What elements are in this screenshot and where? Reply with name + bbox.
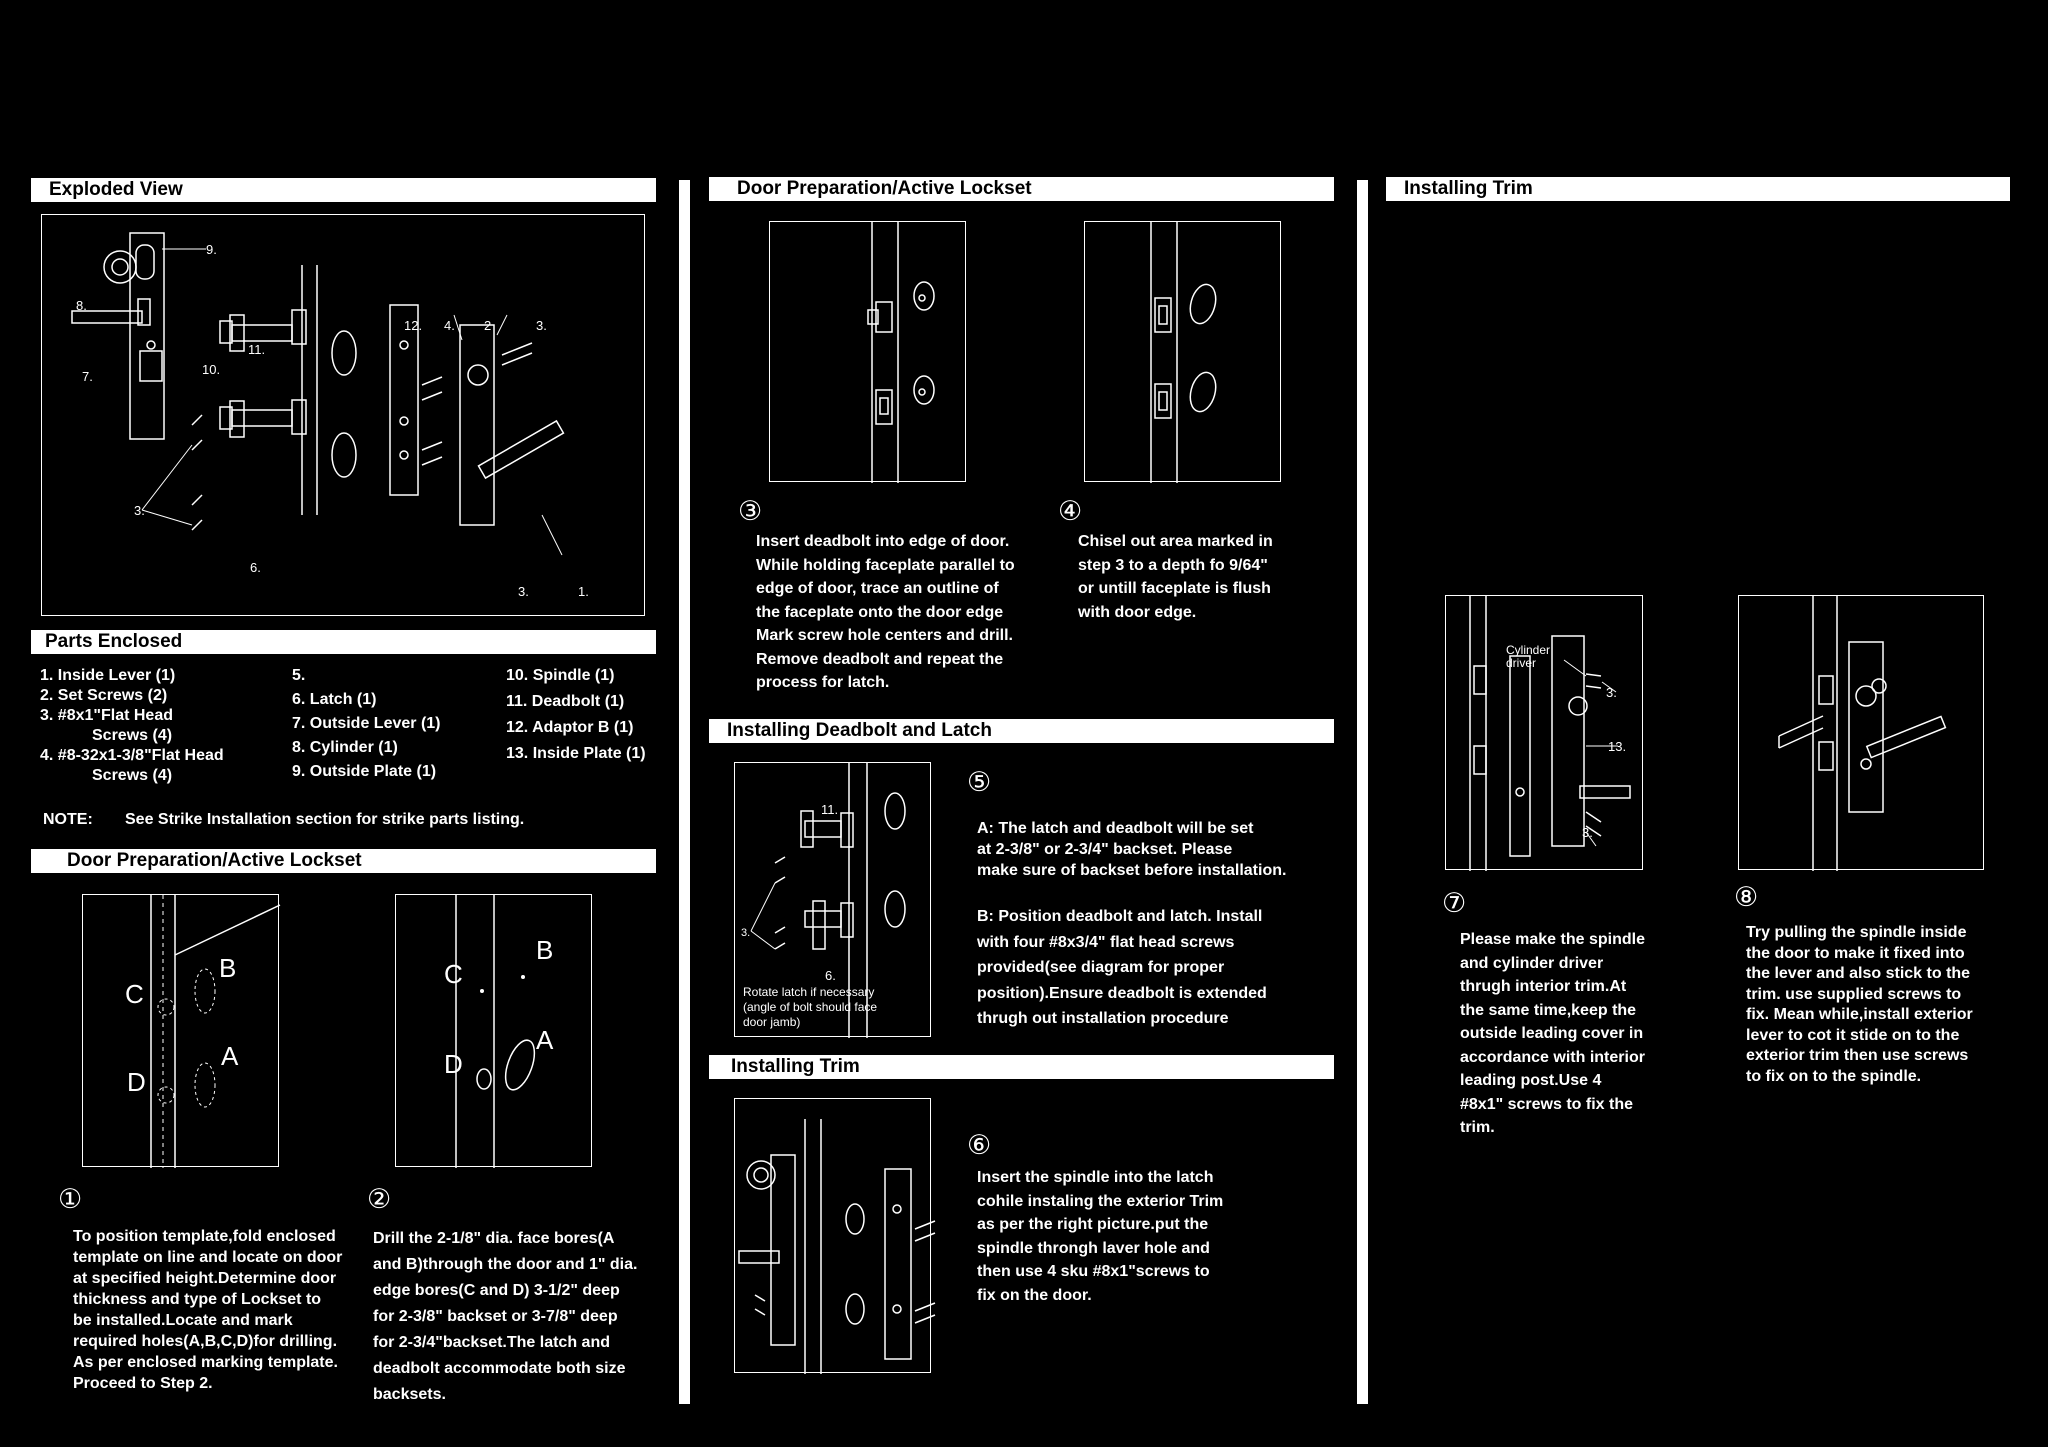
step-4-number: ④ xyxy=(1058,496,1083,526)
bore-label-c: C xyxy=(125,979,144,1009)
step-6-drawing xyxy=(735,1099,932,1374)
header-installing-trim-1: Installing Trim xyxy=(709,1055,1334,1079)
part-item: 8. Cylinder (1) xyxy=(292,739,398,756)
bore-label-a: A xyxy=(536,1025,554,1055)
step-6-number: ⑥ xyxy=(967,1130,992,1160)
part-item: 10. Spindle (1) xyxy=(506,667,615,684)
part-item: 1. Inside Lever (1) xyxy=(40,667,176,684)
step-5-number: ⑤ xyxy=(967,767,992,797)
step-2-figure xyxy=(395,894,592,1167)
part-item: 3. #8x1"Flat Head xyxy=(40,707,173,724)
part-item: 6. Latch (1) xyxy=(292,691,377,708)
step-6-figure xyxy=(734,1098,931,1373)
step-2-text: Drill the 2-1/8" dia. face bores(A and B)through the door and 1" dia. edge bores(C and D) 3-1/2" deep for 2-3/8" backset or 3-7/8" deep for 2-3/4"backset.The latch and deadbolt accommodate both size backsets. xyxy=(373,1230,638,1403)
header-door-prep-1: Door Preparation/Active Lockset xyxy=(31,849,656,873)
label-part-1: 1. xyxy=(578,584,589,599)
label-part-8: 8. xyxy=(76,298,87,313)
step-4-drawing xyxy=(1085,222,1282,483)
step-1-drawing xyxy=(83,895,280,1168)
fig7-label-3-bottom: 3. xyxy=(1582,825,1593,840)
label-part-9: 9. xyxy=(206,242,217,257)
step-4-text: Chisel out area marked in step 3 to a depth fo 9/64" or untill faceplate is flush with door edge. xyxy=(1078,533,1273,621)
step-8-number: ⑧ xyxy=(1734,882,1759,912)
step-8-text: Try pulling the spindle inside the door to make it fixed into the lever and also stick to the trim. use supplied screws to fix. Mean while,install exterior lever to cot it stide on to the exterior trim then use screws to fix on to the spindle. xyxy=(1746,924,1973,1085)
label-part-2: 2 xyxy=(484,318,492,333)
part-item: 7. Outside Lever (1) xyxy=(292,715,441,732)
step-2-number: ② xyxy=(367,1184,392,1214)
step-7-drawing xyxy=(1446,596,1644,871)
bore-label-d: D xyxy=(444,1049,463,1079)
parts-list-col-2 xyxy=(292,664,441,784)
label-part-10: 10. xyxy=(202,362,221,377)
step-7-figure xyxy=(1445,595,1643,870)
header-exploded-view: Exploded View xyxy=(31,178,656,202)
header-installing-deadbolt: Installing Deadbolt and Latch xyxy=(709,719,1334,743)
part-item: Screws (4) xyxy=(92,727,173,744)
bore-label-d: D xyxy=(127,1067,146,1097)
label-part-3-right: 3. xyxy=(536,318,547,333)
header-installing-trim-2: Installing Trim xyxy=(1386,177,2010,201)
note-text: See Strike Installation section for strike parts listing. xyxy=(125,811,525,828)
step-1-number: ① xyxy=(58,1184,83,1214)
exploded-view-figure xyxy=(41,214,645,616)
exploded-view-drawing xyxy=(42,215,646,617)
fig7-label-13: 13. xyxy=(1608,739,1627,754)
step-1-figure xyxy=(82,894,279,1167)
part-item: 11. Deadbolt (1) xyxy=(506,693,625,710)
part-item: 12. Adaptor B (1) xyxy=(506,719,634,736)
step-3-drawing xyxy=(770,222,967,483)
step-3-figure xyxy=(769,221,966,482)
part-item: 5. xyxy=(292,667,306,684)
step-5-figure xyxy=(734,762,931,1037)
parts-list-col-1 xyxy=(40,664,224,788)
label-part-3-left: 3. xyxy=(134,503,145,518)
fig7-cylinder-driver-label: Cylinder driver xyxy=(1506,643,1551,670)
column-divider-1 xyxy=(679,180,690,1404)
part-item: 13. Inside Plate (1) xyxy=(506,745,646,762)
step-7-number: ⑦ xyxy=(1442,888,1467,918)
step-6-text: Insert the spindle into the latch cohile instaling the exterior Trim as per the right picture.put the spindle throngh laver hole and then use 4 sku #8x1"screws to fix on the door. xyxy=(977,1169,1224,1304)
fig5-label-6: 6. xyxy=(825,968,836,983)
part-item: 4. #8-32x1-3/8"Flat Head xyxy=(40,747,224,764)
fig5-rotate-note: Rotate latch if necessary (angle of bolt should face door jamb) xyxy=(743,985,878,1029)
fig7-label-3-top: 3. xyxy=(1606,685,1617,700)
parts-list-col-3 xyxy=(506,664,646,766)
step-4-figure xyxy=(1084,221,1281,482)
header-door-prep-2: Door Preparation/Active Lockset xyxy=(709,177,1334,201)
step-7-text: Please make the spindle and cylinder driver thrugh interior trim.At the same time,keep the outside leading cover in accordance with interior leading post.Use 4 #8x1" screws to fix the trim. xyxy=(1460,931,1645,1136)
column-divider-2 xyxy=(1357,180,1368,1404)
bore-label-a: A xyxy=(221,1041,239,1071)
label-part-6: 6. xyxy=(250,560,261,575)
bore-label-b: B xyxy=(219,953,237,983)
step-1-text: To position template,fold enclosed template on line and locate on door at specified height.Determine door thickness and type of Lockset to be installed.Locate and mark required holes(A,B,C,D)for drilling. As per enclosed marking template. Proceed to Step 2. xyxy=(73,1228,343,1392)
bore-label-c: C xyxy=(444,959,463,989)
step-8-figure xyxy=(1738,595,1984,870)
note-label: NOTE: xyxy=(43,811,93,828)
step-5-text-a: A: The latch and deadbolt will be set at 2-3/8" or 2-3/4" backset. Please make sure of backset before installation. xyxy=(977,820,1287,879)
header-parts-enclosed: Parts Enclosed xyxy=(31,630,656,654)
bore-label-b: B xyxy=(536,935,554,965)
part-item: 2. Set Screws (2) xyxy=(40,687,168,704)
step-2-drawing xyxy=(396,895,593,1168)
step-3-text: Insert deadbolt into edge of door. While holding faceplate parallel to edge of door, trace an outline of the faceplate onto the door edge Mark screw hole centers and drill. Remove deadbolt and repeat the process for latch. xyxy=(756,533,1015,691)
label-part-4: 4. xyxy=(444,318,455,333)
label-part-3-bottom: 3. xyxy=(518,584,529,599)
fig5-label-11: 11. xyxy=(821,802,839,817)
label-part-7: 7. xyxy=(82,369,93,384)
label-part-11: 11. xyxy=(248,342,266,357)
step-5-text-b: B: Position deadbolt and latch. Install with four #8x3/4" flat head screws provided(see diagram for proper position).Ensure deadbolt is extended thrugh out installation procedure xyxy=(977,908,1267,1027)
step-3-number: ③ xyxy=(738,496,763,526)
label-part-12: 12. xyxy=(404,318,423,333)
step-8-drawing xyxy=(1739,596,1985,871)
part-item: Screws (4) xyxy=(92,767,173,784)
part-item: 9. Outside Plate (1) xyxy=(292,763,437,780)
fig5-label-3: 3. xyxy=(741,927,751,939)
